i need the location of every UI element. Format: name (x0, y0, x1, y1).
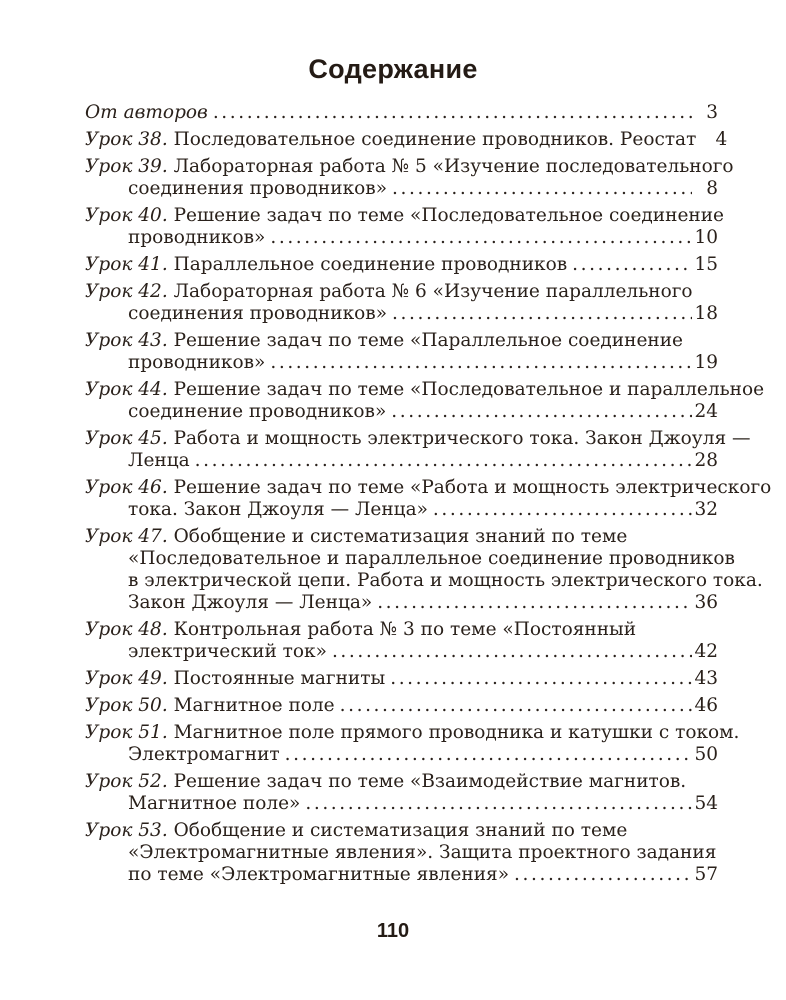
entry-label: Урок 43. (85, 330, 168, 351)
entry-page-number: 4 (715, 129, 728, 150)
toc-line (85, 641, 718, 663)
toc-entry (85, 477, 772, 521)
toc-entry (85, 695, 718, 717)
entry-label: Урок 41. (85, 254, 168, 275)
entry-label: Урок 53. (85, 820, 168, 841)
dot-leader (392, 303, 692, 325)
folio-page-number: 110 (376, 920, 410, 942)
entry-text: в электрической цепи. Работа и мощность электрического тока. (128, 570, 763, 591)
toc-line (85, 401, 718, 423)
toc-line (85, 428, 751, 450)
entry-label: Урок 40. (85, 205, 168, 226)
toc-line (85, 281, 718, 303)
entry-label: Урок 49. (85, 668, 168, 689)
dot-leader (270, 352, 692, 374)
entry-label: Урок 38. (85, 129, 168, 150)
entry-text: Урок 39. Лабораторная работа № 5 «Изучение последовательного (85, 156, 734, 177)
entry-label: Урок 48. (85, 619, 168, 640)
toc-line (85, 205, 725, 227)
dot-leader (285, 744, 692, 766)
entry-text: Урок 42. Лабораторная работа № 6 «Изучение параллельного (85, 281, 693, 302)
dot-leader (392, 178, 692, 200)
entry-text: «Электромагнитные явления». Защита проектного задания (128, 842, 717, 863)
entry-page-number: 36 (694, 592, 718, 613)
toc-entry (85, 771, 718, 815)
toc-line (85, 156, 734, 178)
toc-line (85, 379, 765, 401)
entry-text: соединение проводников» (128, 401, 387, 422)
toc-line (85, 771, 718, 793)
entry-page-number: 15 (694, 254, 718, 275)
dot-leader (572, 254, 692, 276)
entry-text: Урок 41. Параллельное соединение проводников (85, 254, 568, 275)
entry-text: Урок 45. Работа и мощность электрического тока. Закон Джоуля — (85, 428, 751, 449)
toc-line (85, 548, 735, 570)
toc-line (85, 303, 718, 325)
toc-line (85, 592, 718, 614)
toc-line (85, 227, 718, 249)
dot-leader (377, 592, 692, 614)
toc-line (85, 499, 718, 521)
entry-text: тока. Закон Джоуля — Ленца» (128, 499, 428, 520)
entry-label: Урок 39. (85, 156, 168, 177)
entry-text: Урок 48. Контрольная работа № 3 по теме «Постоянный (85, 619, 637, 640)
entry-page-number: 18 (694, 303, 718, 324)
entry-text: Урок 50. Магнитное поле (85, 695, 335, 716)
entry-page-number: 10 (694, 227, 718, 248)
toc-entry (85, 668, 718, 690)
entry-page-number: 32 (694, 499, 718, 520)
dot-leader (305, 793, 692, 815)
entry-page-number: 8 (706, 178, 718, 199)
entry-text: Урок 44. Решение задач по теме «Последовательное и параллельное (85, 379, 765, 400)
entry-label: Урок 45. (85, 428, 168, 449)
dot-leader (514, 864, 692, 886)
entry-label: Урок 46. (85, 477, 168, 498)
entry-text: электрический ток» (128, 641, 327, 662)
dot-leader (195, 450, 692, 472)
toc-line (85, 695, 718, 717)
entry-label: Урок 42. (85, 281, 168, 302)
toc-entry (85, 526, 763, 614)
page-title: Содержание (308, 54, 478, 84)
entry-text: Урок 53. Обобщение и систематизация знаний по теме (85, 820, 628, 841)
entry-text: Ленца (128, 450, 190, 471)
entry-label: Урок 47. (85, 526, 168, 547)
entry-text: Магнитное поле» (128, 793, 301, 814)
entry-text: Урок 49. Постоянные магниты (85, 668, 386, 689)
entry-text: Урок 43. Решение задач по теме «Параллельное соединение (85, 330, 684, 351)
toc-line (85, 570, 763, 592)
toc-line (85, 352, 718, 374)
entry-label: Урок 51. (85, 722, 168, 743)
toc-entry (85, 254, 718, 276)
dot-leader (213, 102, 692, 124)
dot-leader (340, 695, 692, 717)
entry-page-number: 50 (694, 744, 718, 765)
toc-entry (85, 722, 740, 766)
entry-page-number: 24 (694, 401, 718, 422)
dot-leader (391, 401, 692, 423)
toc-line (85, 793, 718, 815)
toc-list (85, 102, 772, 886)
toc-line (85, 842, 718, 864)
dot-leader (390, 668, 692, 690)
entry-text: Урок 40. Решение задач по теме «Последовательное соединение (85, 205, 725, 226)
entry-text: Урок 51. Магнитное поле прямого проводника и катушки с током. (85, 722, 740, 743)
toc-line (85, 820, 718, 842)
toc-line (85, 450, 718, 472)
entry-text: «Последовательное и параллельное соединение проводников (128, 548, 735, 569)
entry-page-number: 28 (694, 450, 718, 471)
entry-page-number: 42 (694, 641, 718, 662)
toc-entry (85, 428, 751, 472)
toc-entry (85, 129, 728, 151)
toc-entry (85, 820, 718, 886)
entry-page-number: 46 (694, 695, 718, 716)
toc-entry (85, 619, 718, 663)
toc-line (85, 129, 728, 151)
toc-line (85, 102, 718, 124)
toc-line (85, 254, 718, 276)
entry-text: Урок 47. Обобщение и систематизация знаний по теме (85, 526, 628, 547)
entry-label: Урок 50. (85, 695, 168, 716)
entry-page-number: 57 (694, 864, 718, 885)
entry-text: проводников» (128, 227, 266, 248)
dot-leader (332, 641, 692, 663)
toc-entry (85, 281, 718, 325)
toc-line (85, 619, 718, 641)
entry-text: соединения проводников» (128, 178, 388, 199)
entry-page-number: 54 (694, 793, 718, 814)
toc-line (85, 722, 740, 744)
toc-entry (85, 156, 734, 200)
entry-label: Урок 52. (85, 771, 168, 792)
entry-text: Электромагнит (128, 744, 280, 765)
entry-page-number: 3 (706, 102, 718, 123)
dot-leader (270, 227, 692, 249)
dot-leader (433, 499, 692, 521)
entry-text: Закон Джоуля — Ленца» (128, 592, 373, 613)
entry-page-number: 19 (694, 352, 718, 373)
entry-text: Урок 52. Решение задач по теме «Взаимодействие магнитов. (85, 771, 687, 792)
toc-line (85, 744, 718, 766)
entry-text: соединения проводников» (128, 303, 388, 324)
entry-text: по теме «Электромагнитные явления» (128, 864, 510, 885)
entry-text: Урок 38. Последовательное соединение проводников. Реостат (85, 129, 697, 150)
toc-line (85, 178, 718, 200)
toc-line (85, 330, 718, 352)
toc-entry (85, 379, 765, 423)
toc-entry (85, 102, 718, 124)
toc-line (85, 526, 718, 548)
toc-entry (85, 205, 725, 249)
entry-text: проводников» (128, 352, 266, 373)
toc-line (85, 477, 772, 499)
entry-text (85, 102, 208, 124)
toc-line (85, 668, 718, 690)
entry-label: Урок 44. (85, 379, 168, 400)
entry-text: Урок 46. Решение задач по теме «Работа и мощность электрического (85, 477, 772, 498)
toc-entry (85, 330, 718, 374)
toc-line (85, 864, 718, 886)
entry-page-number: 43 (694, 668, 718, 689)
entry-label: От авторов (85, 102, 208, 123)
